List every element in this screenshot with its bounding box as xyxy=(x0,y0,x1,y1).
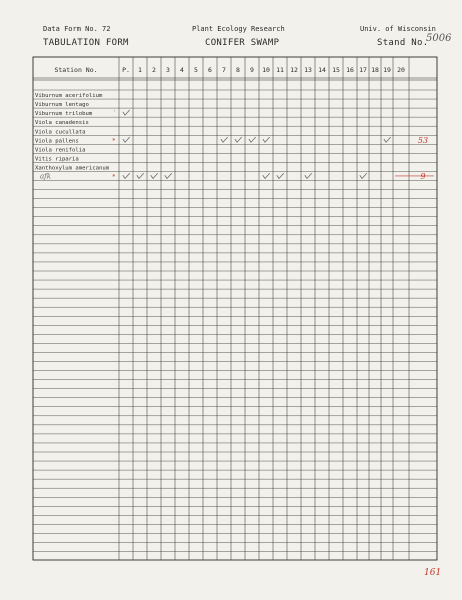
check-mark xyxy=(165,173,172,178)
page-number-handwritten: 161 xyxy=(424,568,442,578)
column-number-18: 18 xyxy=(371,66,379,74)
check-mark xyxy=(263,173,270,178)
column-number-19: 19 xyxy=(383,66,391,74)
stand-number-handwritten: 5006 xyxy=(426,33,452,44)
check-mark xyxy=(277,173,284,178)
column-number-4: 4 xyxy=(180,66,184,74)
column-number-1: 1 xyxy=(138,66,142,74)
community-title: CONIFER SWAMP xyxy=(205,38,280,48)
species-name: Viola pallens xyxy=(35,138,79,145)
species-name: Vitis riparia xyxy=(35,156,79,163)
species-name: Viburnum acerifolium xyxy=(35,93,103,100)
column-number-6: 6 xyxy=(208,66,212,74)
species-name: afk xyxy=(40,172,52,181)
table-border xyxy=(33,57,437,560)
column-number-16: 16 xyxy=(346,66,354,74)
red-mark: * xyxy=(112,137,116,145)
column-number-12: 12 xyxy=(290,66,298,74)
check-mark xyxy=(263,137,270,142)
check-mark xyxy=(305,173,312,178)
row-total-extra: 9 xyxy=(420,171,426,181)
stand-label: Stand No. xyxy=(377,38,429,48)
column-number-5: 5 xyxy=(194,66,198,74)
species-name: Viola cucullata xyxy=(35,129,86,136)
column-number-11: 11 xyxy=(276,66,284,74)
check-mark xyxy=(123,110,130,115)
check-mark xyxy=(221,137,228,142)
check-mark xyxy=(235,137,242,142)
station-header: Station No. xyxy=(54,66,98,74)
column-number-2: 2 xyxy=(152,66,156,74)
column-number-7: 7 xyxy=(222,66,226,74)
form-number: Data Form No. 72 xyxy=(43,25,111,33)
column-number-10: 10 xyxy=(262,66,270,74)
species-name: Viola renifolia xyxy=(35,147,86,154)
column-number-P: P. xyxy=(122,66,130,74)
university: Univ. of Wisconsin xyxy=(360,25,436,33)
check-mark xyxy=(123,137,130,142)
column-number-14: 14 xyxy=(318,66,326,74)
red-mark: * xyxy=(112,173,116,181)
check-mark xyxy=(123,173,130,178)
column-number-17: 17 xyxy=(359,66,367,74)
check-mark xyxy=(137,173,144,178)
column-number-13: 13 xyxy=(304,66,312,74)
species-name: Viburnum lentago xyxy=(35,102,89,109)
column-number-8: 8 xyxy=(236,66,240,74)
column-number-15: 15 xyxy=(332,66,340,74)
species-name: Viola canadensis xyxy=(35,120,89,127)
tick-mark: ' xyxy=(113,110,117,117)
column-number-20: 20 xyxy=(397,66,405,74)
organization: Plant Ecology Research xyxy=(192,25,285,33)
species-name: Xanthoxylum americanum xyxy=(35,165,110,172)
check-mark xyxy=(360,173,367,178)
column-number-3: 3 xyxy=(166,66,170,74)
check-mark xyxy=(151,173,158,178)
check-mark xyxy=(384,137,391,142)
species-name: Viburnum trilobum xyxy=(35,111,93,118)
row-total-viola-pallens: 53 xyxy=(417,135,429,145)
column-number-9: 9 xyxy=(250,66,254,74)
check-mark xyxy=(249,137,256,142)
form-title: TABULATION FORM xyxy=(43,38,129,48)
